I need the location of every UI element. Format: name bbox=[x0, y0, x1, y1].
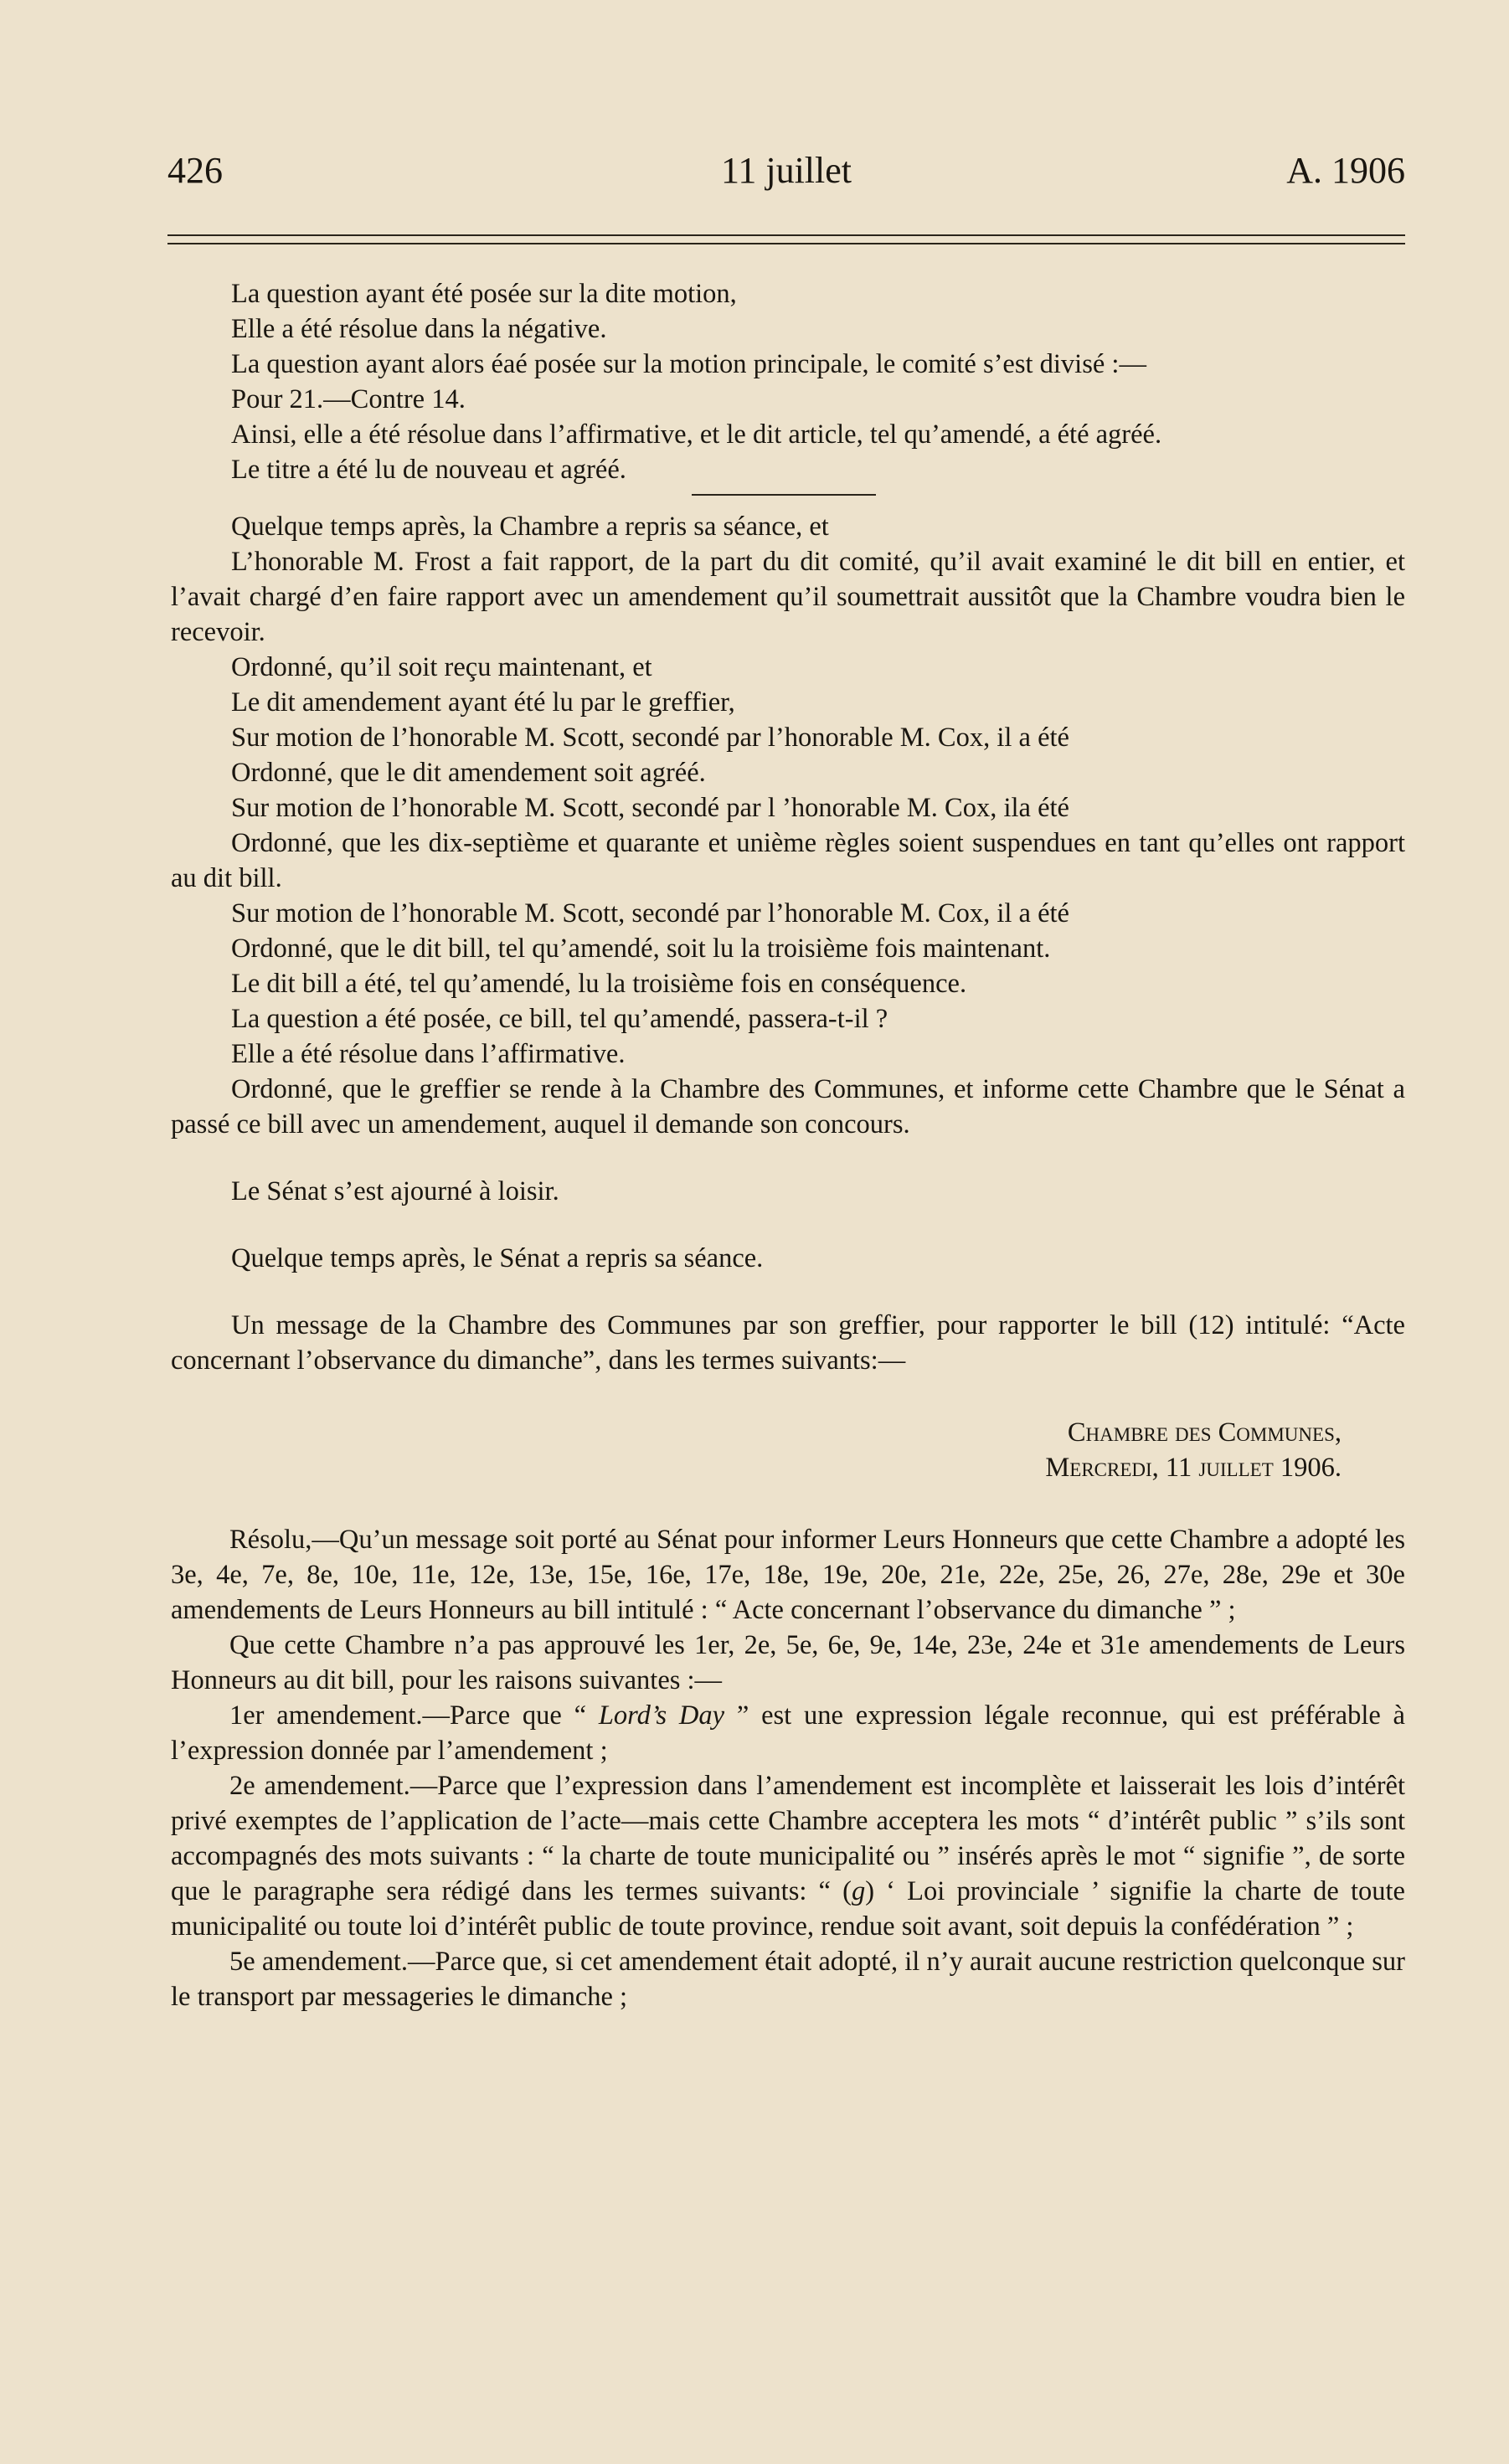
paragraph: Un message de la Chambre des Communes par son greffier, pour rapporter le bill (12) intitulé: “Acte concernant l’observance du dimanche”, dans les termes suivants:— bbox=[171, 1310, 1405, 1376]
paragraph: Sur motion de l’honorable M. Scott, secondé par l’honorable M. Cox, il a été bbox=[231, 898, 1069, 929]
paragraph: Que cette Chambre n’a pas approuvé les 1er, 2e, 5e, 6e, 9e, 14e, 23e, 24e et 31e amendements de Leurs Honneurs au dit bill, pour les raisons suivantes :— bbox=[171, 1630, 1405, 1695]
page-number: 426 bbox=[167, 150, 223, 191]
section-separator bbox=[692, 494, 876, 501]
signature-line: Chambre des Communes, bbox=[1067, 1417, 1342, 1448]
paragraph: Ordonné, que le dit bill, tel qu’amendé, soit lu la troisième fois maintenant. bbox=[231, 934, 1051, 964]
paragraph: Elle a été résolue dans la négative. bbox=[231, 314, 607, 344]
paragraph: Quelque temps après, le Sénat a repris sa séance. bbox=[231, 1243, 764, 1273]
paragraph: L’honorable M. Frost a fait rapport, de la part du dit comité, qu’il avait examiné le dit bill en entier, et l’avait chargé d’en faire rapport avec un amendement qu’il soumettrait aussitôt que la Chambre voudra bien le recevoir. bbox=[171, 547, 1405, 647]
signature-line: Mercredi, 11 juillet 1906. bbox=[1045, 1453, 1342, 1483]
paragraph: Le dit amendement ayant été lu par le greffier, bbox=[231, 687, 735, 718]
paragraph: Le titre a été lu de nouveau et agréé. bbox=[231, 455, 626, 485]
paragraph-text: ) ‘ Loi provinciale ’ signifie la charte de toute municipalité ou toute loi d’intérêt public de toute province, rendue soit avant, soit depuis la confédération ” ; bbox=[171, 1876, 1405, 1942]
paragraph-text: ” est une expression légale reconnue, qui est préférable à l’expression donnée par l’amendement ; bbox=[171, 1700, 1405, 1766]
paragraph: La question ayant alors éaé posée sur la motion principale, le comité s’est divisé :— bbox=[231, 349, 1146, 379]
paragraph-text: 1er amendement.—Parce que “ bbox=[229, 1700, 599, 1731]
paragraph: Ordonné, que le greffier se rende à la Chambre des Communes, et informe cette Chambre que le Sénat a passé ce bill avec un amendement, auquel il demande son concours. bbox=[171, 1074, 1405, 1139]
paragraph bbox=[171, 1768, 1405, 1944]
header-year: A. 1906 bbox=[1286, 150, 1405, 191]
paragraph: Pour 21.—Contre 14. bbox=[231, 384, 466, 414]
paragraph: Sur motion de l’honorable M. Scott, secondé par l’honorable M. Cox, il a été bbox=[231, 723, 1069, 753]
paragraph: Ordonné, que le dit amendement soit agréé. bbox=[231, 758, 706, 788]
paragraph: Sur motion de l’honorable M. Scott, secondé par l ’honorable M. Cox, ila été bbox=[231, 793, 1069, 823]
header-rule bbox=[167, 234, 1405, 236]
paragraph: Résolu,—Qu’un message soit porté au Sénat pour informer Leurs Honneurs que cette Chambre a adopté les 3e, 4e, 7e, 8e, 10e, 11e, 12e, 13e, 15e, 16e, 17e, 18e, 19e, 20e, 21e, 22e, 25e, 26, 27e, 28e, 29e et 30e amendements de Leurs Honneurs au bill intitulé : “ Acte concernant l’observance du dimanche ” ; bbox=[171, 1525, 1405, 1625]
paragraph: Ordonné, qu’il soit reçu maintenant, et bbox=[231, 652, 652, 682]
body-text bbox=[171, 276, 1405, 2014]
paragraph bbox=[171, 1698, 1405, 1768]
paragraph: Le Sénat s’est ajourné à loisir. bbox=[231, 1176, 559, 1206]
paragraph: Elle a été résolue dans l’affirmative. bbox=[231, 1039, 626, 1069]
paragraph: Quelque temps après, la Chambre a repris sa séance, et bbox=[231, 512, 829, 542]
italic-text: g bbox=[851, 1876, 866, 1906]
paragraph-text: 2e amendement.—Parce que l’expression dans l’amendement est incomplète et laisserait les lois d’intérêt privé exemptes de l’application de l’acte—mais cette Chambre acceptera les mots “ d’intérêt public ” s’ils sont accompagnés des mots suivants : “ la charte de toute municipalité ou ” insérés après le mot “ signifie ”, de sorte que le paragraphe sera rédigé dans les termes suivants: “ ( bbox=[171, 1771, 1405, 1906]
header-rule bbox=[167, 243, 1405, 244]
paragraph: Le dit bill a été, tel qu’amendé, lu la troisième fois en conséquence. bbox=[231, 969, 967, 999]
paragraph: Ainsi, elle a été résolue dans l’affirmative, et le dit article, tel qu’amendé, a été agréé. bbox=[231, 419, 1162, 450]
paragraph: La question a été posée, ce bill, tel qu’amendé, passera-t-il ? bbox=[231, 1004, 888, 1034]
paragraph: La question ayant été posée sur la dite motion, bbox=[231, 279, 737, 309]
italic-text: Lord’s Day bbox=[598, 1700, 725, 1731]
paragraph: 5e amendement.—Parce que, si cet amendement était adopté, il n’y aurait aucune restriction quelconque sur le transport par messageries le dimanche ; bbox=[171, 1947, 1405, 2012]
paragraph: Ordonné, que les dix-septième et quarante et unième règles soient suspendues en tant qu’elles ont rapport au dit bill. bbox=[171, 828, 1405, 893]
page-header bbox=[167, 149, 1405, 199]
header-date: 11 juillet bbox=[720, 150, 852, 191]
